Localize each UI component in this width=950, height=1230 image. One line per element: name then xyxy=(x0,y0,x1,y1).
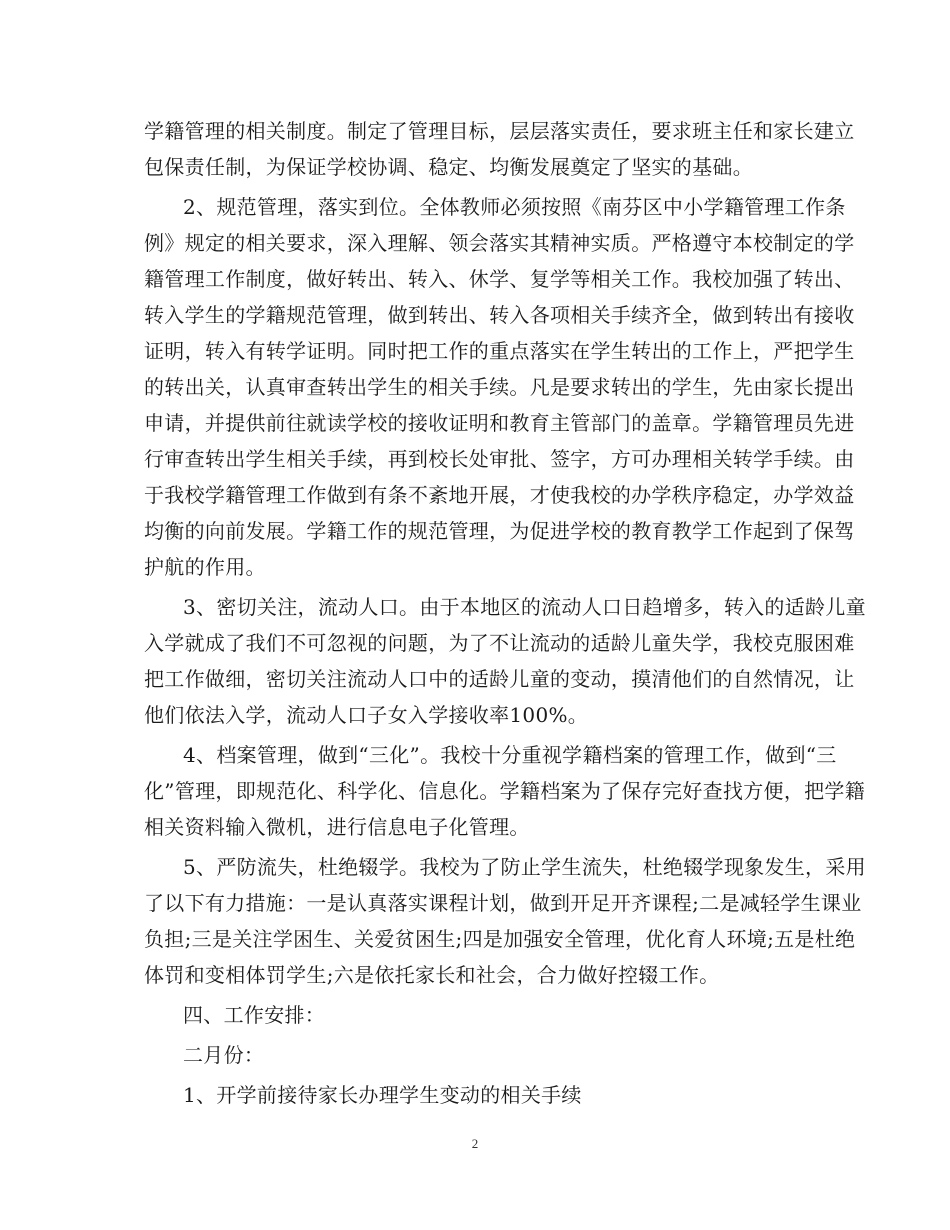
document-body xyxy=(144,113,866,1113)
text-line: 包保责任制，为保证学校协调、稳定、均衡发展奠定了坚实的基础。 xyxy=(144,155,753,179)
text-line: 例》规定的相关要求，深入理解、领会落实其精神实质。严格遵守本校制定的学 xyxy=(144,231,855,255)
text-line: 了以下有力措施：一是认真落实课程计划，做到开足开齐课程;二是减轻学生课业 xyxy=(144,891,862,915)
text-line: 证明，转入有转学证明。同时把工作的重点落实在学生转出的工作上，严把学生 xyxy=(144,339,855,363)
text-line: 于我校学籍管理工作做到有条不紊地开展，才使我校的办学秩序稳定，办学效益 xyxy=(144,483,855,507)
text-line: 转入学生的学籍规范管理，做到转出、转入各项相关手续齐全，做到转出有接收 xyxy=(144,303,855,327)
text-line: 籍管理工作制度，做好转出、转入、休学、复学等相关工作。我校加强了转出、 xyxy=(144,267,855,291)
paragraph-start-line: 5、严防流失，杜绝辍学。我校为了防止学生流失，杜绝辍学现象发生，采用 xyxy=(183,855,866,879)
text-line: 化”管理，即规范化、科学化、信息化。学籍档案为了保存完好查找方便，把学籍 xyxy=(144,779,866,803)
paragraph-start-line: 4、档案管理，做到“三化”。我校十分重视学籍档案的管理工作，做到“三 xyxy=(183,743,837,767)
text-line: 体罚和变相体罚学生;六是依托家长和社会，合力做好控辍工作。 xyxy=(144,963,720,987)
section-heading: 四、工作安排： xyxy=(183,1003,326,1027)
text-line: 入学就成了我们不可忽视的问题，为了不让流动的适龄儿童失学，我校克服困难 xyxy=(144,631,855,655)
text-line: 护航的作用。 xyxy=(144,555,266,579)
text-line: 负担;三是关注学困生、关爱贫困生;四是加强安全管理，优化育人环境;五是杜绝 xyxy=(144,927,856,951)
text-line: 申请，并提供前往就读学校的接收证明和教育主管部门的盖章。学籍管理员先进 xyxy=(144,411,855,435)
text-line: 相关资料输入微机，进行信息电子化管理。 xyxy=(144,815,530,839)
text-line: 把工作做细，密切关注流动人口中的适龄儿童的变动，摸清他们的自然情况，让 xyxy=(144,667,855,691)
text-line: 均衡的向前发展。学籍工作的规范管理，为促进学校的教育教学工作起到了保驾 xyxy=(144,519,855,543)
month-heading: 二月份： xyxy=(183,1043,265,1067)
paragraph-start-line: 2、规范管理，落实到位。全体教师必须按照《南芬区中小学籍管理工作条 xyxy=(183,195,846,219)
text-line: 行审查转出学生相关手续，再到校长处审批、签字，方可办理相关转学手续。由 xyxy=(144,447,855,471)
text-line: 学籍管理的相关制度。制定了管理目标，层层落实责任，要求班主任和家长建立 xyxy=(144,119,855,143)
task-item: 1、开学前接待家长办理学生变动的相关手续 xyxy=(183,1083,582,1107)
page-number: 2 xyxy=(471,1136,479,1151)
text-line: 的转出关，认真审查转出学生的相关手续。凡是要求转出的学生，先由家长提出 xyxy=(144,375,855,399)
text-line: 他们依法入学，流动人口子女入学接收率100%。 xyxy=(144,703,589,727)
paragraph-start-line: 3、密切关注，流动人口。由于本地区的流动人口日趋增多，转入的适龄儿童 xyxy=(183,595,866,619)
